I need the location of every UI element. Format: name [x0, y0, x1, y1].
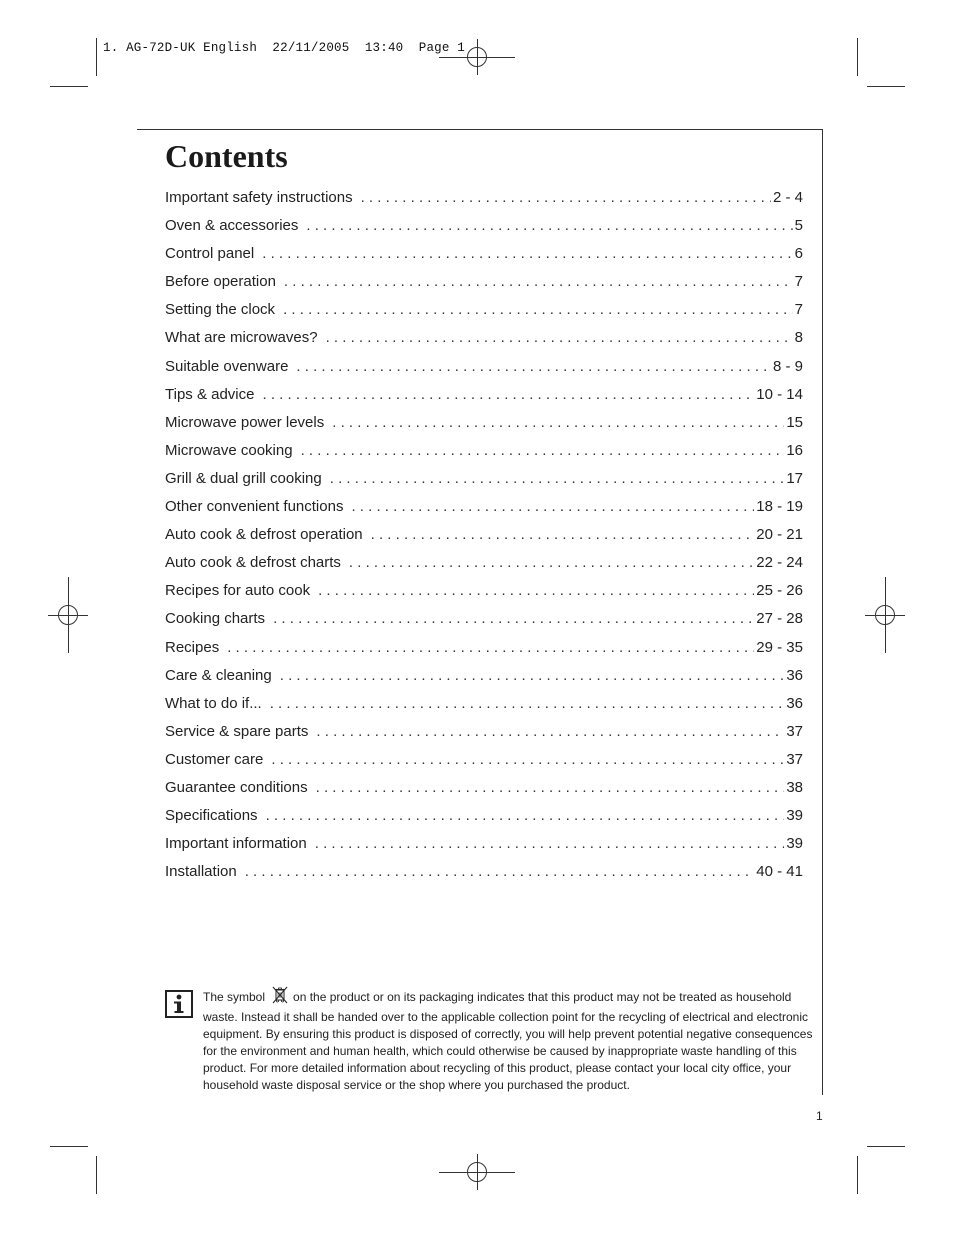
toc-entry: Important safety instructions . . . 2 - 4 — [165, 189, 803, 217]
toc-entry: Auto cook & defrost charts . . . 22 - 24 — [165, 554, 803, 582]
toc-entry: What to do if... . . . 36 — [165, 695, 803, 723]
print-slug: 1. AG-72D-UK English 22/11/2005 13:40 Page 1 — [103, 41, 465, 55]
frame-right-rule — [822, 129, 823, 1095]
toc-entry: Important information . . . 39 — [165, 835, 803, 863]
frame-top-rule — [137, 129, 823, 130]
toc-entry: Recipes for auto cook . . . 25 - 26 — [165, 582, 803, 610]
crop-mark-top-left-v — [96, 38, 97, 76]
crop-mark-bottom-right-v — [857, 1156, 858, 1194]
page-number: 1 — [816, 1109, 823, 1123]
toc-entry: Guarantee conditions . . . 38 — [165, 779, 803, 807]
table-of-contents — [165, 189, 803, 891]
toc-entry: Recipes . . . 29 - 35 — [165, 639, 803, 667]
toc-entry: Installation . . . 40 - 41 — [165, 863, 803, 891]
crop-mark-top-right-h — [867, 86, 905, 87]
toc-entry: Specifications . . . 39 — [165, 807, 803, 835]
toc-entry: Setting the clock . . . 7 — [165, 301, 803, 329]
page-title: Contents — [165, 138, 288, 174]
crossed-out-wheelie-bin-icon — [271, 986, 289, 1009]
toc-entry: Microwave power levels . . . 15 — [165, 414, 803, 442]
toc-entry: Tips & advice . . . 10 - 14 — [165, 386, 803, 414]
info-icon — [165, 990, 193, 1018]
toc-entry: Auto cook & defrost operation . . . 20 - 21 — [165, 526, 803, 554]
crop-mark-top-right-v — [857, 38, 858, 76]
toc-entry: Cooking charts . . . 27 - 28 — [165, 610, 803, 638]
crop-mark-bottom-right-h — [867, 1146, 905, 1147]
toc-entry: Before operation . . . 7 — [165, 273, 803, 301]
toc-entry: Customer care . . . 37 — [165, 751, 803, 779]
toc-entry: Suitable ovenware . . . 8 - 9 — [165, 358, 803, 386]
crop-mark-bottom-left-h — [50, 1146, 88, 1147]
toc-entry: Oven & accessories . . . 5 — [165, 217, 803, 245]
note-text-before-symbol: The symbol — [203, 990, 266, 1004]
toc-entry: Microwave cooking . . . 16 — [165, 442, 803, 470]
crop-mark-bottom-left-v — [96, 1156, 97, 1194]
toc-entry: What are microwaves? . . . 8 — [165, 329, 803, 357]
toc-entry: Other convenient functions . . . 18 - 19 — [165, 498, 803, 526]
toc-entry: Service & spare parts . . . 37 — [165, 723, 803, 751]
note-text-after-symbol: on the product or on its packaging indicates that this product may not be treated as household waste. Instead it shall be handed over to the applicable collection point for the recycling of electrical and electronic equipment. By ensuring this product is disposed of correctly, you will help prevent potential negative consequences for the environment and human health, which could otherwise be caused by inappropriate waste handling of this product. For more detailed information about recycling of this product, please contact your local city office, your household waste disposal service or the shop where you purchased the product. — [203, 990, 813, 1092]
toc-entry: Grill & dual grill cooking . . . 17 — [165, 470, 803, 498]
toc-entry: Control panel . . . 6 — [165, 245, 803, 273]
toc-entry: Care & cleaning . . . 36 — [165, 667, 803, 695]
weee-disposal-note — [203, 986, 815, 1094]
crop-mark-top-left-h — [50, 86, 88, 87]
